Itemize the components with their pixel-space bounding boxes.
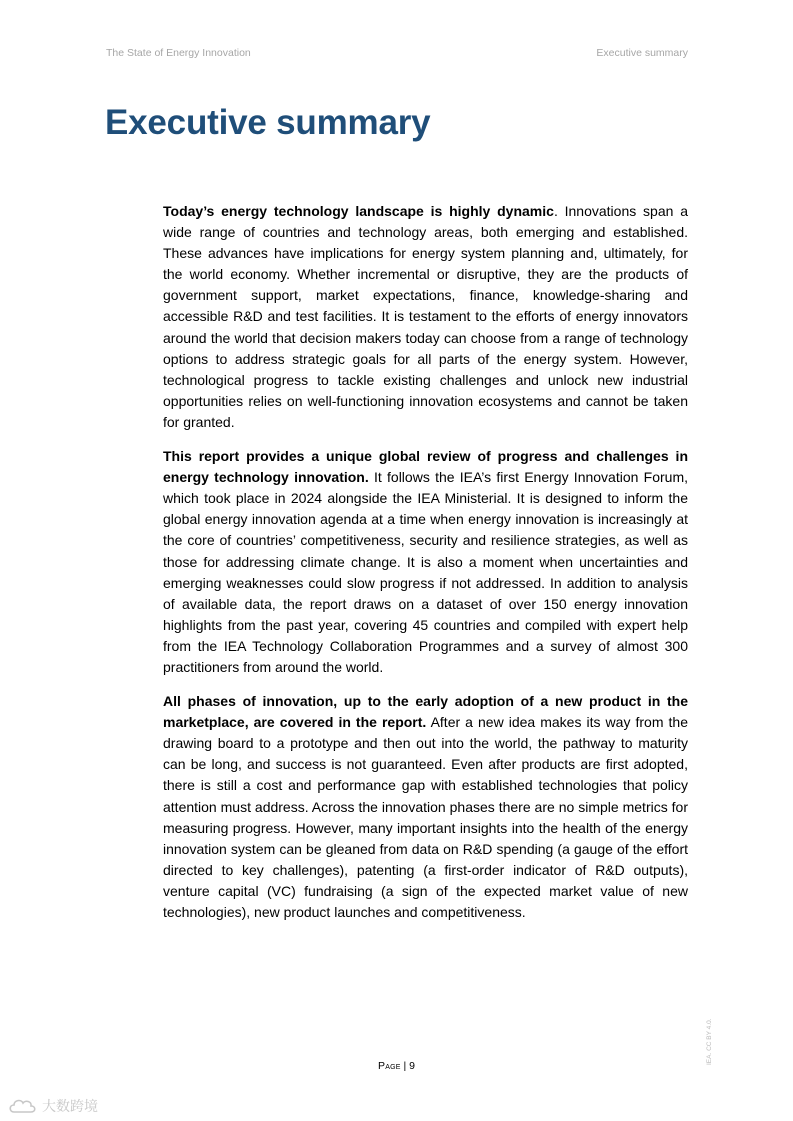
paragraph-body: It follows the IEA’s first Energy Innovation Forum, which took place in 2024 alongside the IEA Ministerial. It is designed to inform the global energy innovation agenda at a time when energy innovation is increasingly at the core of countries’ competitiveness, security and resilience strategies, as well as those for addressing climate change. It is also a moment when uncertainties and emerging weaknesses could slow progress if not addressed. In addition to analysis of available data, the report draws on a dataset of over 150 energy innovation highlights from the past year, covering 45 countries and compiled with expert help from the IEA Technology Collaboration Programmes and a survey of almost 300 practitioners from around the world. bbox=[163, 469, 689, 675]
page-title: Executive summary bbox=[105, 103, 431, 142]
paragraph bbox=[163, 446, 688, 678]
page-separator: | bbox=[400, 1060, 410, 1072]
page-number-value: 9 bbox=[409, 1060, 415, 1072]
paragraph-body: . Innovations span a wide range of countries and technology areas, both emerging and established. These advances have implications for energy system planning and, ultimately, for the world economy. Whether incremental or disruptive, they are the products of government support, market expectations, finance, knowledge-sharing and accessible R&D and test facilities. It is testament to the efforts of energy innovators around the world that decision makers today can choose from a range of technology options to address strategic goals for all parts of the energy system. However, technological progress to tackle existing challenges and unlock new industrial opportunities relies on well-functioning innovation ecosystems and cannot be taken for granted. bbox=[163, 203, 688, 430]
paragraph-lead: All phases of innovation, up to the early adoption of a new product in the marketplace, are covered in the report. bbox=[163, 693, 688, 731]
paragraph-body: After a new idea makes its way from the drawing board to a prototype and then out into the world, the pathway to maturity can be long, and success is not guaranteed. Even after products are first adopted, there is still a cost and performance gap with established technologies that policy attention must address. Across the innovation phases there are no simple metrics for measuring progress. However, many important insights into the health of the energy innovation system can be gleaned from data on R&D spending (a gauge of the effort directed to key challenges), patenting (a first-order indicator of R&D outputs), venture capital (VC) fundraising (a sign of the expected market value of new technologies), new product launches and competitiveness. bbox=[163, 714, 688, 920]
paragraph bbox=[163, 201, 688, 433]
page-number bbox=[0, 1060, 793, 1072]
cloud-logo-icon bbox=[8, 1097, 38, 1115]
header-section-title: Executive summary bbox=[596, 47, 688, 59]
header-report-title: The State of Energy Innovation bbox=[106, 47, 251, 59]
paragraph bbox=[163, 691, 688, 923]
page-label: Page bbox=[378, 1060, 401, 1072]
watermark bbox=[8, 1096, 98, 1116]
watermark-text: 大数跨境 bbox=[42, 1098, 98, 1114]
paragraph-lead: Today’s energy technology landscape is highly dynamic bbox=[163, 203, 554, 219]
body-text bbox=[163, 201, 688, 936]
paragraph-lead: This report provides a unique global review of progress and challenges in energy technology innovation. bbox=[163, 448, 688, 486]
license-mark: IEA. CC BY 4.0. bbox=[706, 1018, 713, 1065]
